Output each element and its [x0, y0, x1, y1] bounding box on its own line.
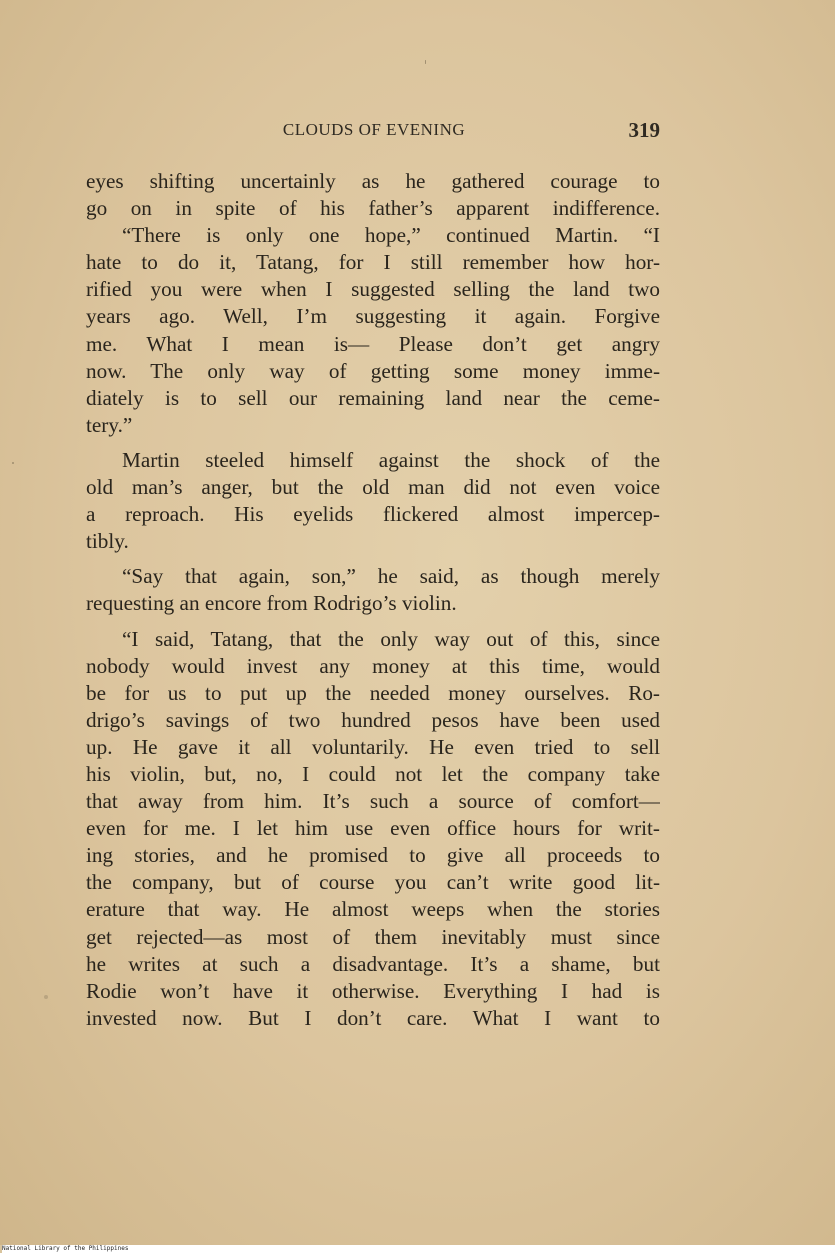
- text-line: that away from him. It’s such a source of comfort—: [86, 789, 660, 814]
- text-line: diately is to sell our remaining land near the ceme-: [86, 385, 660, 410]
- running-header: [88, 116, 660, 146]
- paper-speck: [44, 995, 48, 999]
- text-line: he writes at such a disadvantage. It’s a shame, but: [86, 951, 660, 976]
- text-line: nobody would invest any money at this time, would: [86, 653, 660, 678]
- text-line: tibly.: [86, 529, 129, 554]
- page-number: 319: [628, 118, 660, 142]
- paper-speck: [12, 462, 14, 464]
- text-line: “Say that again, son,” he said, as though merely: [122, 564, 660, 589]
- text-line: get rejected—as most of them inevitably must since: [86, 924, 660, 949]
- text-line: the company, but of course you can’t write good lit-: [86, 870, 660, 895]
- text-line: a reproach. His eyelids flickered almost impercep-: [86, 502, 660, 527]
- text-line: drigo’s savings of two hundred pesos have been used: [86, 707, 660, 732]
- paper-speck: [425, 60, 426, 64]
- text-line: Martin steeled himself against the shock of the: [122, 447, 660, 472]
- running-title: CLOUDS OF EVENING: [282, 120, 466, 139]
- text-line: hate to do it, Tatang, for I still remember how hor-: [86, 250, 660, 275]
- text-line: eyes shifting uncertainly as he gathered courage to: [86, 169, 660, 193]
- text-line: requesting an encore from Rodrigo’s violin.: [86, 591, 457, 616]
- text-line: ing stories, and he promised to give all proceeds to: [86, 843, 660, 868]
- text-line: rified you were when I suggested selling the land two: [86, 277, 660, 302]
- text-line: old man’s anger, but the old man did not even voice: [86, 475, 660, 500]
- text-line: Rodie won’t have it otherwise. Everything I had is: [86, 978, 660, 1003]
- text-line: erature that way. He almost weeps when the stories: [86, 897, 660, 922]
- text-line: go on in spite of his father’s apparent indifference.: [86, 196, 660, 221]
- text-line: “There is only one hope,” continued Martin. “I: [122, 223, 660, 248]
- text-line: “I said, Tatang, that the only way out of this, since: [122, 626, 660, 651]
- library-credit: National Library of the Philippines: [2, 1245, 835, 1253]
- text-line: invested now. But I don’t care. What I want to: [86, 1005, 660, 1030]
- text-line: up. He gave it all voluntarily. He even tried to sell: [86, 734, 660, 759]
- text-line: his violin, but, no, I could not let the company take: [86, 761, 660, 786]
- body-text: [86, 168, 660, 1032]
- text-line: now. The only way of getting some money imme-: [86, 358, 660, 383]
- text-line: years ago. Well, I’m suggesting it again. Forgive: [86, 304, 660, 329]
- text-line: be for us to put up the needed money ourselves. Ro-: [86, 680, 660, 705]
- text-line: even for me. I let him use even office hours for writ-: [86, 816, 660, 841]
- text-line: tery.”: [86, 412, 133, 437]
- text-line: me. What I mean is— Please don’t get angry: [86, 331, 660, 356]
